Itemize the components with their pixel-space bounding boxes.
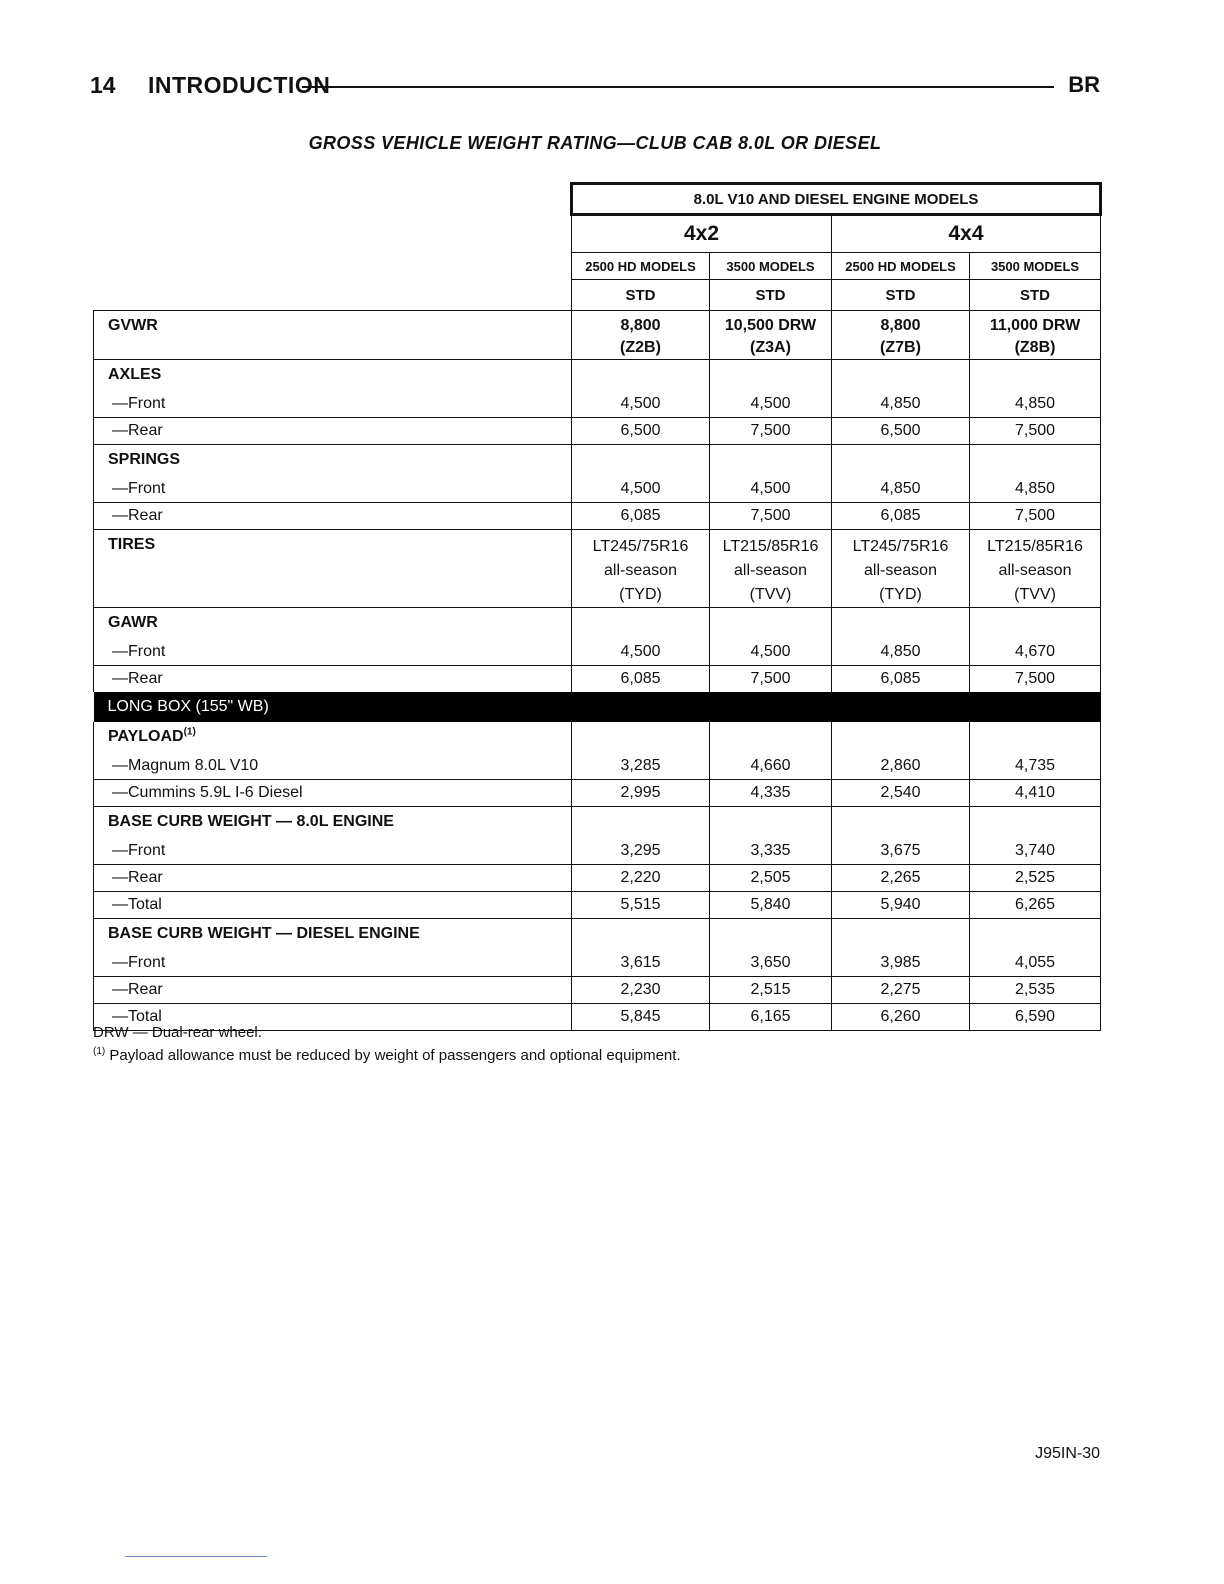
row-label: —Rear [112,869,163,886]
std-header: STD [970,280,1101,311]
header-rule [302,86,1054,88]
drw-footnote: DRW — Dual-rear wheel. [93,1024,262,1041]
group-label: GAWR [108,614,158,631]
long-box-band [94,692,1101,722]
cell-value: 6,265 [1015,896,1056,913]
row-label: GVWR [108,317,158,334]
payload-label: PAYLOAD [108,728,184,745]
gvwr-code: (Z7B) [880,339,921,356]
cell-value: 4,850 [880,643,921,660]
std-header: STD [572,280,710,311]
tire-size: LT215/85R16 [987,538,1083,555]
tire-size: LT245/75R16 [852,538,949,555]
row-label: —Front [112,395,166,412]
table-row [94,530,1101,608]
table-row [94,807,1101,865]
table-row [94,892,1101,919]
tire-type: all-season [998,562,1072,579]
tire-size: LT215/85R16 [722,538,819,555]
table-row [94,722,1101,780]
cell-value: 6,500 [880,422,921,439]
gvwr-code: (Z3A) [750,339,791,356]
cell-value: 4,335 [750,784,791,801]
model-header-row [94,253,1101,280]
cell-value: 3,675 [880,842,921,859]
gvwr-code: (Z2B) [620,339,661,356]
footnote-marker: (1) [183,726,196,738]
model-header: 3500 MODELS [970,253,1101,280]
cell-value: 3,985 [880,954,921,971]
footnote-marker: (1) [93,1046,106,1057]
cell-value: 2,515 [750,981,791,998]
payload-footnote [93,1047,681,1064]
gvwr-value: 8,800 [620,317,661,334]
row-label: —Rear [112,981,163,998]
cell-value: 7,500 [1015,422,1056,439]
cell-value: 5,940 [880,896,921,913]
drive-4x4-header: 4x4 [832,215,1101,253]
model-code: BR [1068,72,1100,97]
std-header-row [94,280,1101,311]
cell-value: 3,650 [750,954,791,971]
cell-value: 2,525 [1015,869,1056,886]
divider [125,1556,267,1557]
figure-reference: J95IN-30 [1035,1445,1100,1462]
table-row [94,418,1101,445]
cell-value: 6,260 [880,1008,921,1025]
cell-value: 4,500 [750,395,791,412]
cell-value: 4,850 [880,395,921,412]
cell-value: 3,285 [620,757,661,774]
cell-value: 5,845 [620,1008,661,1025]
section-title: INTRODUCTION [148,72,331,98]
tire-code: (TVV) [1014,586,1056,603]
tire-code: (TYD) [619,586,662,603]
cell-value: 2,505 [750,869,791,886]
table-row [94,666,1101,693]
cell-value: 4,500 [750,643,791,660]
row-label: —Rear [112,507,163,524]
group-label: BASE CURB WEIGHT — 8.0L ENGINE [108,813,394,830]
row-label: —Total [112,1008,162,1025]
table-row [94,360,1101,418]
cell-value: 4,850 [1015,480,1056,497]
cell-value: 7,500 [750,422,791,439]
cell-value: 3,740 [1015,842,1056,859]
model-header: 2500 HD MODELS [832,253,970,280]
cell-value: 6,085 [620,670,661,687]
cell-value: 6,165 [750,1008,791,1025]
cell-value: 7,500 [750,670,791,687]
cell-value: 2,275 [880,981,921,998]
table-row [94,445,1101,503]
group-label: SPRINGS [108,451,181,468]
std-header: STD [832,280,970,311]
gvwr-code: (Z8B) [1014,339,1056,356]
group-label [108,722,571,753]
table-row [94,977,1101,1004]
cell-value: 2,995 [620,784,661,801]
table-row [94,503,1101,530]
cell-value: 6,085 [620,507,661,524]
gvwr-value: 8,800 [880,317,921,334]
tire-type: all-season [734,562,807,579]
cell-value: 2,220 [620,869,661,886]
gvwr-value: 10,500 DRW [724,317,817,334]
cell-value: 6,085 [880,670,921,687]
cell-value: 5,840 [750,896,791,913]
page-number: 14 [90,72,116,98]
cell-value: 4,660 [750,757,791,774]
cell-value: 5,515 [620,896,661,913]
cell-value: 4,735 [1015,757,1056,774]
table-row [94,780,1101,807]
cell-value: 4,850 [1015,395,1056,412]
cell-value: 4,500 [620,643,661,660]
row-label: —Front [112,643,166,660]
cell-value: 3,615 [620,954,661,971]
table-row [94,311,1101,360]
table-row [94,919,1101,977]
group-label: BASE CURB WEIGHT — DIESEL ENGINE [108,925,420,942]
cell-value: 6,085 [880,507,921,524]
row-label: —Total [112,896,162,913]
cell-value: 6,500 [620,422,661,439]
tire-type: all-season [604,562,677,579]
footnote-text: Payload allowance must be reduced by weight of passengers and optional equipment. [109,1047,681,1064]
cell-value: 7,500 [1015,670,1056,687]
row-label: —Front [112,480,166,497]
row-label: TIRES [108,536,156,553]
tire-type: all-season [864,562,937,579]
cell-value: 4,670 [1015,643,1056,660]
drive-4x2-header: 4x2 [572,215,832,253]
gvwr-value: 11,000 DRW [989,317,1081,334]
tire-code: (TVV) [749,586,792,603]
row-label: —Rear [112,422,163,439]
page-header [90,72,1100,100]
cell-value: 4,055 [1015,954,1056,971]
table-row [94,865,1101,892]
row-label: —Rear [112,670,163,687]
cell-value: 3,295 [620,842,661,859]
tire-code: (TYD) [879,586,922,603]
engine-header-row [94,184,1101,215]
cell-value: 2,860 [880,757,921,774]
row-label: —Magnum 8.0L V10 [112,757,259,774]
cell-value: 2,540 [880,784,921,801]
group-label: AXLES [108,366,162,383]
cell-value: 7,500 [1015,507,1056,524]
cell-value: 4,500 [620,395,661,412]
cell-value: 7,500 [750,507,791,524]
cell-value: 6,590 [1015,1008,1056,1025]
cell-value: 4,500 [750,480,791,497]
row-label: —Cummins 5.9L I-6 Diesel [112,784,303,801]
row-label: —Front [112,842,166,859]
table-title: GROSS VEHICLE WEIGHT RATING—CLUB CAB 8.0L OR DIESEL [308,133,882,153]
engine-header: 8.0L V10 AND DIESEL ENGINE MODELS [572,184,1101,215]
long-box-label: LONG BOX (155" WB) [94,692,1101,722]
drive-header-row [94,215,1101,253]
cell-value: 4,850 [880,480,921,497]
row-label: —Front [112,954,166,971]
table-row [94,608,1101,666]
tire-size: LT245/75R16 [592,538,689,555]
cell-value: 3,335 [750,842,791,859]
gvwr-table [93,182,1102,1031]
model-header: 3500 MODELS [710,253,832,280]
cell-value: 2,535 [1015,981,1056,998]
cell-value: 4,500 [620,480,661,497]
cell-value: 4,410 [1015,784,1056,801]
cell-value: 2,230 [620,981,661,998]
std-header: STD [710,280,832,311]
model-header: 2500 HD MODELS [572,253,710,280]
cell-value: 2,265 [880,869,921,886]
